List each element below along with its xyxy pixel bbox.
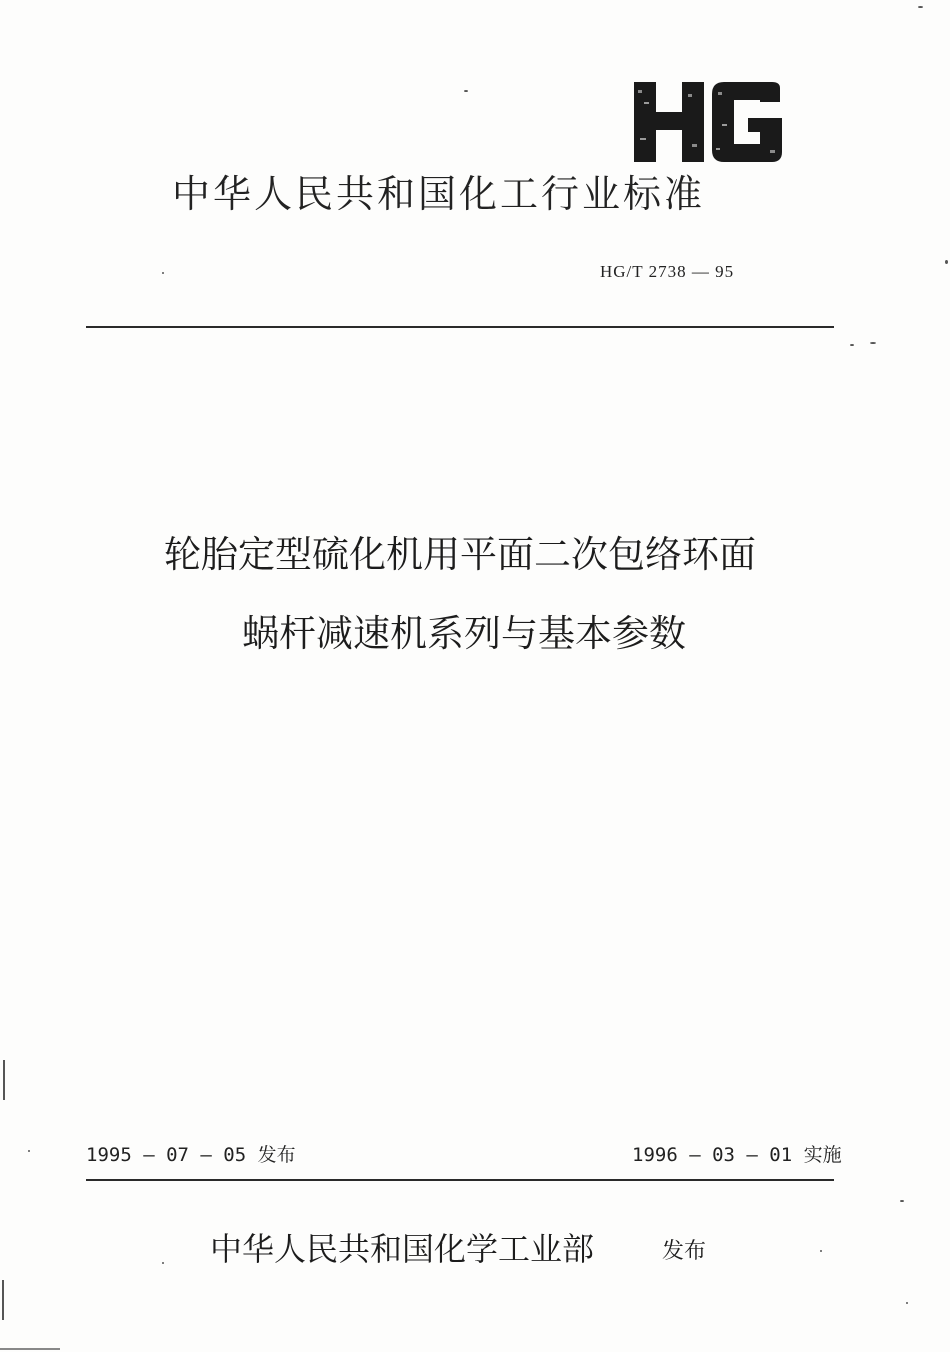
scan-speck — [900, 1200, 904, 1202]
issue-date-suffix: 发布 — [257, 1144, 296, 1166]
scan-speck — [162, 1262, 164, 1264]
scan-speck — [2, 1280, 4, 1320]
standard-code: HG/T 2738 — 95 — [600, 262, 735, 281]
scan-speck — [0, 1348, 60, 1350]
document-title-line-2: 蜗杆减速机系列与基本参数 — [242, 612, 686, 655]
publisher-name: 中华人民共和国化学工业部 — [210, 1230, 595, 1268]
footer-divider — [86, 1179, 834, 1181]
header-divider — [86, 326, 834, 328]
issue-date — [86, 1140, 296, 1167]
scan-speck — [28, 1150, 30, 1152]
scan-speck — [918, 6, 923, 8]
scan-speck — [464, 90, 468, 92]
scan-speck — [820, 1250, 822, 1252]
scan-speck — [3, 1060, 5, 1100]
publisher-action: 发布 — [662, 1239, 707, 1264]
document-title-line-1: 轮胎定型硫化机用平面二次包络环面 — [164, 533, 756, 576]
hg-logo — [632, 80, 784, 164]
scan-speck — [850, 344, 854, 346]
scan-speck — [945, 260, 948, 264]
scan-speck — [906, 1302, 908, 1304]
scan-speck — [162, 272, 164, 274]
effective-date — [632, 1140, 842, 1167]
issue-date-value: 1995 — 07 — 05 — [86, 1144, 247, 1166]
effective-date-value: 1996 — 03 — 01 — [632, 1144, 793, 1166]
standard-category: 中华人民共和国化工行业标准 — [172, 172, 706, 216]
scan-speck — [870, 342, 876, 344]
effective-date-suffix: 实施 — [803, 1144, 842, 1166]
